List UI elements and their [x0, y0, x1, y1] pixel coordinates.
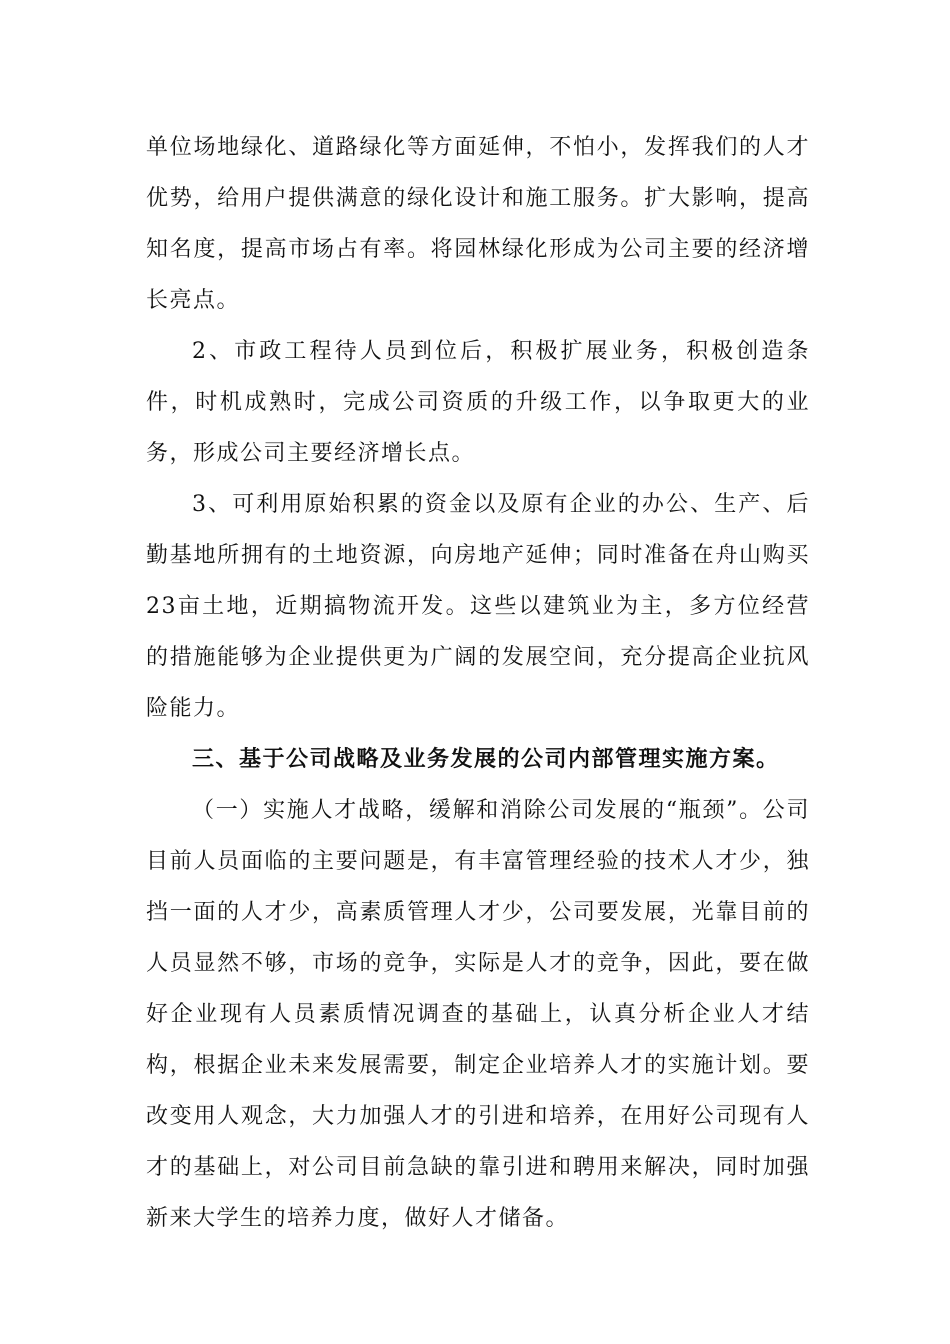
paragraph-greening-extension: 单位场地绿化、道路绿化等方面延伸，不怕小，发挥我们的人才优势，给用户提供满意的绿化设计和施工服务。扩大影响，提高知名度，提高市场占有率。将园林绿化形成为公司主要的经济增长亮点。 — [146, 135, 810, 313]
document-body — [146, 122, 810, 1244]
paragraph-talent-strategy: （一）实施人才战略，缓解和消除公司发展的“瓶颈”。公司目前人员面临的主要问题是，有丰富管理经验的技术人才少，独挡一面的人才少，高素质管理人才少，公司要发展，光靠目前的人员显然不够，市场的竞争，实际是人才的竞争，因此，要在做好企业现有人员素质情况调查的基础上，认真分析企业人才结构，根据企业未来发展需要，制定企业培养人才的实施计划。要改变用人观念，大力加强人才的引进和培养，在用好公司现有人才的基础上，对公司目前急缺的靠引进和聘用来解决，同时加强新来大学生的培养力度，做好人才储备。 — [146, 798, 810, 1231]
paragraph-real-estate-extension: 3、可利用原始积累的资金以及原有企业的办公、生产、后勤基地所拥有的土地资源，向房地产延伸；同时准备在舟山购买23亩土地，近期搞物流开发。这些以建筑业为主，多方位经营的措施能够为企业提供更为广阔的发展空间，充分提高企业抗风险能力。 — [146, 492, 810, 721]
section-heading: 三、基于公司战略及业务发展的公司内部管理实施方案。 — [192, 746, 780, 772]
paragraph-municipal-engineering: 2、市政工程待人员到位后，积极扩展业务，积极创造条件，时机成熟时，完成公司资质的升级工作，以争取更大的业务，形成公司主要经济增长点。 — [146, 339, 810, 466]
